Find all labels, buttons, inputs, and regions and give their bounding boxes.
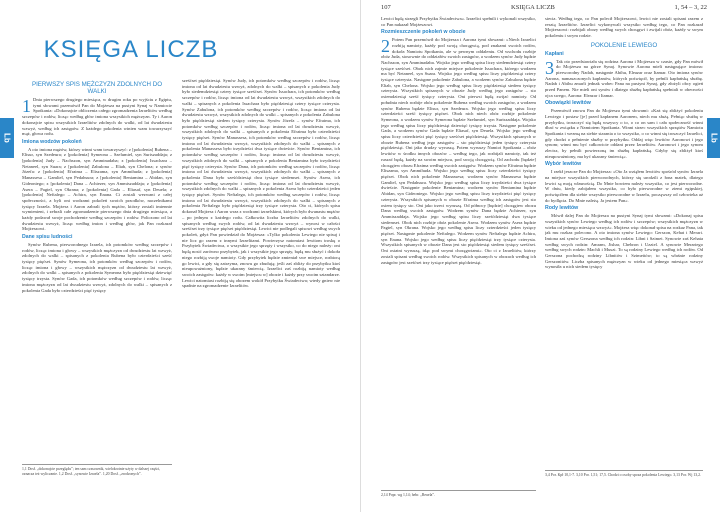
book-tab-right: Lb bbox=[707, 118, 720, 158]
chapter-number: 3 bbox=[545, 57, 554, 78]
intro-text: Dnia pierwszego drugiego miesiąca, w drugim roku po wyjściu z Egiptu, tymi słowami przemówił Pan do Mojżesza na pustyni Synaj w Namiocie Spotkania: »Dokonajcie obliczenia całego zgromadzenia Izraelitów według szczepów i rodów, licząc według głów imiona wszystkich mężczyzn. Ty i Aaron dokonajcie spisu wszystkich Izraelitów zdolnych do walki, od lat dwudziestu wzwyż, według ich zastępów. Z każdego pokolenia winien wam towarzyszyć mąż, głowa rodu. bbox=[22, 97, 172, 137]
footnote: 2,14 Popr. wg 1,14; hebr. „Reuela”. bbox=[381, 490, 536, 498]
subheading: Kapłani bbox=[545, 50, 564, 57]
paragraph: Lewici będą strzegli Przybytku Świadectwa«. Izraelici spełnili i wykonali wszystko, co Pan nakazał Mojżeszowi. bbox=[381, 16, 536, 27]
left-column-1 bbox=[22, 78, 172, 458]
right-column-2 bbox=[545, 16, 703, 464]
right-column-1 bbox=[381, 16, 536, 484]
paragraph: I rzekł jeszcze Pan do Mojżesza: »Oto Ja wziąłem lewitów spośród synów Izraela na miejsce wszystkich pierworodnych, którzy się urodzili z łona matek, dlatego lewici są moją własnością. Do Mnie bowiem należy wszystko, co jest pierworodne. W dniu, kiedy zabijałem wszystko, co było pierworodne w ziemi egipskiej, poświęciłem dla siebie wszystko pierworodne w Izraelu, począwszy od człowieka aż do bydlęcia. Do Mnie należą. Ja jestem Pan«. bbox=[545, 169, 703, 203]
paragraph: siecia. Według tego, co Pan polecił Mojżeszowi, lewici nie zostali spisani razem z resztą Izraelitów. Izraelici wykonywali wszystko według tego, co Pan rozkazał Mojżeszowi: rozbijali obozy według swych chorągwi i zwijali obóz, każdy w swym pokoleniu i swym rodzie. bbox=[545, 16, 703, 39]
subheading: Rody lewitów bbox=[545, 205, 579, 212]
subheading: Rozmieszczenie pokoleń w obozie bbox=[381, 29, 466, 36]
subheading: Obowiązki lewitów bbox=[545, 100, 591, 107]
section-title: POKOLENIE LEWIEGO bbox=[590, 41, 658, 49]
subheading: Wybór lewitów bbox=[545, 161, 582, 168]
chapter-number: 1 bbox=[22, 96, 31, 116]
paragraph: sześćset pięćdziesiąt. Synów Judy, ich potomków według szczepów i rodów, licząc imiona od lat dwudziestu wzwyż, zdolnych do walki – spisanych z pokolenia Judy było siedemdziesiąt cztery tysiące sześćset. Synów Issachara, ich potomków według szczepów i rodów, licząc imiona od lat dwudziestu wzwyż, wszystkich zdolnych do walki – spisanych z pokolenia Issachara było pięćdziesiąt cztery tysiące czterysta. Synów Zabulona, ich potomków według szczepów i rodów, licząc imiona od lat dwudziestu wzwyż, wszystkich zdolnych do walki – spisanych z pokolenia Zabulona było pięćdziesiąt siedem tysięcy czterysta. Synów Józefa – synów Efraima, ich potomków według szczepów i rodów, licząc imiona od lat dwudziestu wzwyż, wszystkich zdolnych do walki – spisanych z pokolenia Efraima było czterdzieści tysięcy pięćset. Synów Manassesa, ich potomków według szczepów i rodów, licząc imiona od lat dwudziestu wzwyż, wszystkich zdolnych do walki – spisanych z pokolenia Manassesa było trzydzieści dwa tysiące dwieście. Synów Beniamina, ich potomków według szczepów i rodów, licząc imiona od lat dwudziestu wzwyż, wszystkich zdolnych do walki – spisanych z pokolenia Beniamina było trzydzieści pięć tysięcy czterysta. Synów Dana, ich potomków według szczepów i rodów, licząc imiona od lat dwudziestu wzwyż, wszystkich zdolnych do walki – spisanych z pokolenia Dana było sześćdziesiąt dwa tysiące siedemset. Synów Asera, ich potomków według szczepów i rodów, licząc imiona od lat dwudziestu wzwyż, wszystkich zdolnych do walki – spisanych z pokolenia Asera było czterdzieści jeden tysięcy pięćset. Synów Neftalego, ich potomków według szczepów i rodów, licząc imiona od lat dwudziestu wzwyż, wszystkich zdolnych do walki – spisanych z pokolenia Neftalego było pięćdziesiąt trzy tysiące czterysta. Oto ci, których spisu dokonał Mojżesz i Aaron wraz z wodzami izraelskimi, których było dwunastu mężów – po jednym z każdego rodu. Całkowita liczba Izraelitów zdolnych do walki, spisanych według swych rodów, od lat dwudziestu wzwyż – wynosi w całości sześćset trzy tysiące pięćset pięćdziesiąt. Lewici nie podlegali spisowi według swych pokoleń, gdyż Pan powiedział do Mojżesza: »Tylko pokolenia Lewiego nie spisuj i nie licz go razem z innymi Izraelitami. Powierzysz natomiast lewitom troskę o Przybytek Świadectwa, o wszystkie jego sprzęty i wszystko, co do niego należy: oni będą nosić zarówno przybytek, jak i wszystkie jego sprzęty, będą mu służyć i dokoła niego rozbiją swoje namioty. Gdy przybytek będzie zmieniał swe miejsce, rozbiorą go lewici, a gdy się zatrzyma, znowu go zbudują; jeśli zaś zbliży do przybytku ktoś nieupoważniony, będzie ukarany śmiercią. Izraelici zaś rozbiją namioty według swoich zastępów: każdy w swoim [miejscu w] obozie i każdy przy swoim sztandarze. Lewici natomiast rozbiją się obozem wokół Przybytku Świadectwa; wtedy gniew nie spadnie na zgromadzenie Izraelitów. bbox=[182, 78, 340, 289]
running-head: KSIĘGA LICZB bbox=[511, 4, 555, 11]
chapter-number: 2 bbox=[381, 36, 390, 57]
chapter-reference: 1, 54 – 3, 22 bbox=[674, 4, 707, 11]
subheading: Dane spisu ludności bbox=[22, 234, 73, 241]
paragraph: Potem Pan przemówił do Mojżesza i Aarona tymi słowami: »Niech Izraelici rozbiją namioty, każdy pod swoją chorągwią, pod znakami swoich rodów, dokoła Namiotu Spotkania, ale w pewnym oddaleniu. Od wschodu rozbije obóz Juda, stosownie do oddziałów swoich zastępów, a wodzem synów Judy będzie Nachszon, syn Amminadaba. Wojsko jego według spisu liczy siedemdziesiąt cztery tysiące sześćset. Obok nich zajmie miejsce pokolenie Issachara, którego wodzem ma być Netaneel, syn Suara. Wojsko jego według spisu liczy pięćdziesiąt cztery tysiące czterysta. Następne pokolenie Zabulona, a wodzem synów Zabulona będzie Eliab, syn Chelona. Wojsko jego według spisu liczy pięćdziesiąt siedem tysięcy czterysta. Wszystkich spisanych w obozie Judy według jego zastępów – sto osiemdziesiąt sześć tysięcy czterysta. Oni pierwsi będą zwijać namioty. Od południa niech rozbije obóz pokolenie Rubena według swoich zastępów, a wodzem synów Rubena będzie Elisur, syn Szedeura. Wojsko jego według spisu liczy czterdzieści sześć tysięcy pięćset. Obok nich niech obóz rozbije pokolenie Symeona, a wodzem synów Symeona będzie Szelumiel, syn Suriszaddaja. Wojsko jego według spisu liczy pięćdziesiąt dziewięć tysięcy trzysta. Następne pokolenie Gada, a wodzem synów Gada będzie Eliasaf, syn Deuela. Wojsko jego według spisu liczy czterdzieści pięć tysięcy sześćset pięćdziesiąt. Wszystkich spisanych w obozie Rubena według jego zastępów – sto pięćdziesiąt jeden tysięcy czterysta pięćdziesiąt. Oni jako drudzy wyruszą. Potem wyruszy Namiot Spotkania – obóz lewitów w środku innych obozów – według tego, jak rozbijali namioty, tak też ruszać będą, każdy na swoim miejscu, pod swoją chorągwią. Od zachodu [będzie] chorągiew obozu Efraima według swoich zastępów. Wodzem synów Efraima będzie Eliszama, syn Ammihuda. Wojsko jego według spisu liczy czterdzieści tysięcy pięćset. Obok nich pokolenie Manassesa; wodzem synów Manassesa będzie Gamliel, syn Pedahsura. Wojsko jego według spisu liczy trzydzieści dwa tysiące dwieście. Następnie pokolenie Beniamina; wodzem synów Beniamina będzie Abidan, syn Gideoniego. Wojsko jego według spisu liczy trzydzieści pięć tysięcy czterysta. Wszystkich spisanych w obozie Efraima według ich zastępów jest sto osiem tysięcy sto. Oni jako trzeci wyruszą. Od północy [będzie] chorągiew obozu Dana według swoich zastępów. Wodzem synów Dana będzie Achiezer, syn Ammiszaddaja. Wojsko jego według spisu liczy sześćdziesiąt dwa tysiące siedemset. Obok nich rozbije obóz pokolenie Asera. Wodzem synów Asera będzie Pagiel, syn Okrana. Wojsko jego według spisu liczy czterdzieści jeden tysięcy pięćset. Następnie pokolenie Neftalego. Wodzem synów Neftalego będzie Achira, syn Enana. Wojsko jego według spisu liczy pięćdziesiąt trzy tysiące czterysta. Wszystkich spisanych w obozie Dana jest sto pięćdziesiąt siedem tysięcy sześćset. Oni ostatni wyruszą, idąc pod swymi chorągwiami«. Oto ci z Izraelitów, którzy zostali spisani według swoich rodów. Wszystkich spisanych w obozach według ich zastępów jest sześćset trzy tysiące pięćset pięćdziesiąt. bbox=[381, 37, 536, 265]
paragraph: A oto imiona mężów, którzy winni wam towarzyszyć: z [pokolenia] Rubena – Elisur, syn Szedeura; z [pokolenia] Symeona – Szelumiel, syn Suriszaddaja; z [pokolenia] Judy – Nachszon, syn Amminadaba; z [pokolenia] Issachara – Netaneel, syn Suara; z [pokolenia] Zabulona – Eliab, syn Chelona; z synów Józefa: z [pokolenia] Efraima – Eliszama, syn Ammihuda; z [pokolenia] Manassesa – Gamliel, syn Pedahsura; z [pokolenia] Beniamina – Abidan, syn Gideoniego; z [pokolenia] Dana – Achiezer, syn Ammiszaddaja; z [pokolenia] Asera – Pagiel, syn Okrana; z [pokolenia] Gada – Eliasaf, syn Deuela; z [pokolenia] Neftalego – Achira, syn Enana. Ci zostali wezwani z całej społeczności, a byli oni wodzami pokoleń swoich przodków, naczelnikami tysięcy Izraela. Mojżesz i Aaron zabrali tych mężów, którzy zostali imiennie wymienieni, i zebrali całe zgromadzenie pierwszego dnia drugiego miesiąca, a każdy podawał swoje pochodzenie według szczepów i rodów. Policzono od lat dwudziestu wzwyż, licząc według imion i według głów, jak Pan rozkazał Mojżeszowi. bbox=[22, 146, 172, 232]
book-tab-left: Lb bbox=[0, 118, 14, 158]
footnotes: 1,1 Dosł. „dokonajcie przeglądu”; ten sam czasownik, wielokrotnie użyty w dalszej części, oznacza też wyliczanie. 1,2 Dosł. „synowie Izraela”. 1,20 Dosł. „zrodzonych”. bbox=[22, 464, 172, 507]
paragraph: Synów Rubena, pierworodnego Izraela, ich potomków według szczepów i rodów, licząc imiona i głowy – wszystkich mężczyzn od dwudziestu lat wzwyż, zdolnych do walki – spisanych z pokolenia Rubena było czterdzieści sześć tysięcy pięćset. Synów Symeona, ich potomków według szczepów i rodów, licząc imiona i głowy – wszystkich mężczyzn od dwudziestu lat wzwyż, zdolnych do walki – spisanych z pokolenia Symeona było pięćdziesiąt dziewięć tysięcy trzysta. Synów Gada, ich potomków według szczepów i rodów, licząc imiona mężczyzn od lat dwudziestu wzwyż, zdolnych do walki – spisanych z pokolenia Gada było czterdzieści pięć tysięcy bbox=[22, 241, 172, 293]
chapter-2-text bbox=[381, 37, 536, 265]
chapter-3-text bbox=[545, 59, 703, 99]
paragraph: Przemówił znowu Pan do Mojżesza tymi słowami: »Każ się zbliżyć pokoleniu Lewiego i postaw [je] przed kapłanem Aaronem, niech mu służą. Pełniąc służbę w przybytku, troszczyć się będą wszyscy o to, o co on sam i cała społeczność winni dbać w związku z Namiotem Spotkania. Winni strzec wszystkich sprzętów Namiotu Spotkania i wezmą na siebie starania o to wszystko, o co winni się troszczyć Izraelici, gdy chodzi o pełnienie służby w przybytku. Oddaj więc lewitów Aaronowi i jego synom; winni mu być całkowicie oddani przez Izraelitów. Aaronowi i jego synom zlecisz, by pełnili powierzoną im służbę kapłańską. Gdyby się zbliżył ktoś nieupoważniony, ma być ukarany śmiercią«. bbox=[545, 108, 703, 159]
chapter-1-intro bbox=[22, 97, 172, 137]
book-title: KSIĘGA LICZB bbox=[43, 36, 219, 63]
subheading: Imiona wodzów pokoleń bbox=[22, 138, 82, 145]
paragraph: Mówił dalej Pan do Mojżesza na pustyni Synaj tymi słowami: »Dokonaj spisu wszystkich synów Lewiego według ich rodów i szczepów; wszystkich mężczyzn w wieku od jednego miesiąca wzwyż«. Mojżesz więc dokonał spisu na rozkaz Pana, tak jak mu rozkaz polecono. A oto imiona synów Lewiego: Gerszon, Kehat i Merari. Imiona zaś synów Gerszona według ich rodzin: Libni i Szimei. Synowie zaś Kehata według swych rodzin: Amram, Jishar, Chebron i Uzziel. A synowie Merariego według swych rodzin: Machli i Muszi. To są rodziny Lewiego według ich rodów. Od Gerszona pochodzą rodziny Libnitów i Szimeitów; to są właśnie rodziny Gerszonitów. Liczba spisanych mężczyzn w wieku od jednego miesiąca wzwyż wynosiła u nich siedem tysięcy bbox=[545, 213, 703, 270]
right-page bbox=[360, 0, 720, 512]
left-column-2 bbox=[182, 78, 340, 498]
page-number: 107 bbox=[381, 4, 391, 11]
section-title: PIERWSZY SPIS MĘŻCZYZN ZDOLNYCH DO WALKI bbox=[31, 81, 163, 95]
paragraph: Tak oto przedstawiała się rodzina Aarona i Mojżesza w czasie, gdy Pan mówił do Mojżesza na górze Synaj. Synowie Aarona mieli następujące imiona: pierworodny Nadab, następnie Abihu, Eleazar oraz Itamar. Oto imiona synów Aarona, namaszczonych kapłanów, których poświęcił, by pełnili kapłańską służbę. Nadab i Abihu zmarli jednak wobec Pana na pustyni Synaj, gdy złożyli obcy ogień przed Panem. Nie mieli oni synów i dlatego służbę kapłańską spełniali w obecności ojca swego, Aarona: Eleazar i Itamar. bbox=[545, 58, 703, 98]
footnotes: 3,4 Por. Kpł 10,1-7. 3,10 Por. 1,51; 17,5. Chodzi o osoby spoza pokolenia Lewiego. 3,13 Por. Wj 13,2. bbox=[545, 470, 703, 509]
